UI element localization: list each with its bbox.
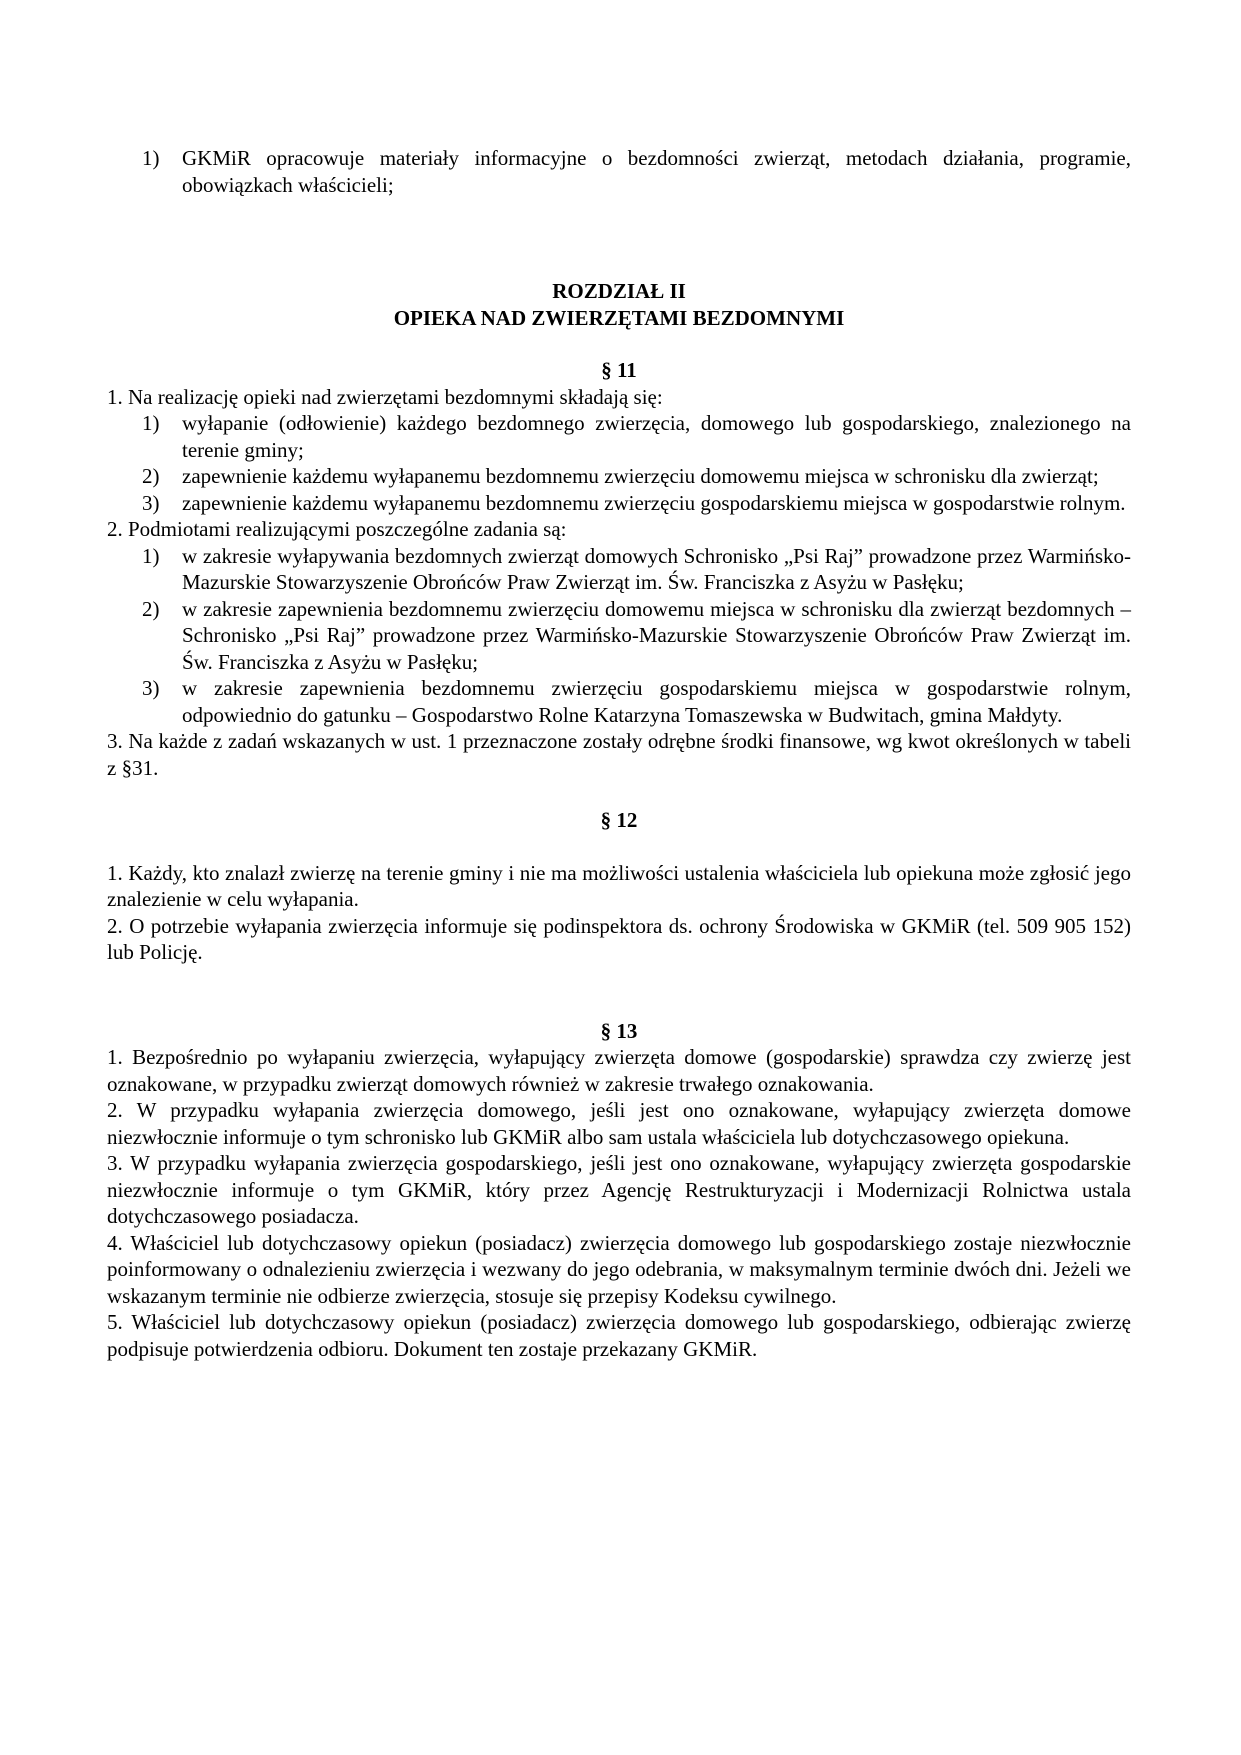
list-number: 2) [142, 596, 160, 621]
section-11-paragraph-2: 2. Podmiotami realizującymi poszczególne zadania są: [107, 517, 567, 541]
list-item [107, 543, 1131, 596]
section-11-title: § 11 [601, 358, 637, 382]
section-11-paragraph-3: 3. Na każde z zadań wskazanych w ust. 1 przeznaczone zostały odrębne środki finansowe, wg kwot określonych w tabeli z §31. [107, 729, 1131, 780]
list-item [107, 145, 1131, 198]
list-number: 1) [142, 146, 160, 170]
list-number: 3) [142, 490, 160, 515]
list-text: GKMiR opracowuje materiały informacyjne o bezdomności zwierząt, metodach działania, programie, obowiązkach właścicieli; [182, 146, 1131, 197]
list-item [107, 490, 1131, 517]
section-13-paragraph-4: 4. Właściciel lub dotychczasowy opiekun (posiadacz) zwierzęcia domowego lub gospodarskiego zostaje niezwłocznie poinformowany o odnalezieniu zwierzęcia i wezwany do jego odebrania, w maksymalnym terminie dwóch dni. Jeżeli we wskazanym terminie nie odbierze zwierzęcia, stosuje się przepisy Kodeksu cywilnego. [107, 1230, 1131, 1308]
list-text: zapewnienie każdemu wyłapanemu bezdomnemu zwierzęciu gospodarskiemu miejsca w gospodarstwie rolnym. [182, 490, 1126, 515]
chapter-subtitle: OPIEKA NAD ZWIERZĘTAMI BEZDOMNYMI [393, 305, 845, 330]
list-number: 2) [142, 464, 160, 488]
section-12-title: § 12 [600, 808, 638, 832]
list-number: 1) [142, 543, 160, 568]
section-13-paragraph-1: 1. Bezpośrednio po wyłapaniu zwierzęcia, wyłapujący zwierzęta domowe (gospodarskie) sprawdza czy zwierzę jest oznakowane, w przypadku zwierząt domowych również w zakresie trwałego oznakowania. [107, 1045, 1131, 1096]
section-13-paragraph-2: 2. W przypadku wyłapania zwierzęcia domowego, jeśli jest ono oznakowane, wyłapujący zwierzęta domowe niezwłocznie informuje o tym schronisko lub GKMiR albo sam ustala właściciela lub dotychczasowego opiekuna. [107, 1098, 1131, 1149]
list-number: 3) [142, 676, 160, 700]
list-text: zapewnienie każdemu wyłapanemu bezdomnemu zwierzęciu domowemu miejsca w schronisku dla zwierząt; [182, 464, 1099, 488]
list-text: w zakresie zapewnienia bezdomnemu zwierzęciu gospodarskiemu miejsca w gospodarstwie rolnym, odpowiednio do gatunku – Gospodarstwo Rolne Katarzyna Tomaszewska w Budwitach, gmina Małdyty. [182, 676, 1131, 727]
section-12-paragraph-2: 2. O potrzebie wyłapania zwierzęcia informuje się podinspektora ds. ochrony Środowiska w GKMiR (tel. 509 905 152) lub Policję. [107, 913, 1131, 964]
section-11-paragraph-1: 1. Na realizację opieki nad zwierzętami bezdomnymi składają się: [107, 384, 663, 409]
list-item [107, 596, 1131, 676]
list-item [107, 463, 1131, 490]
section-13-title: § 13 [600, 1018, 638, 1043]
list-text: w zakresie zapewnienia bezdomnemu zwierzęciu domowemu miejsca w schronisku dla zwierząt bezdomnych – Schronisko „Psi Raj” prowadzone przez Warmińsko-Mazurskie Stowarzyszenie Obrońców Praw Zwierząt im. Św. Franciszka z Asyżu w Pasłęku; [182, 596, 1131, 674]
section-13-paragraph-5: 5. Właściciel lub dotychczasowy opiekun (posiadacz) zwierzęcia domowego lub gospodarskiego, odbierając zwierzę podpisuje potwierdzenia odbioru. Dokument ten zostaje przekazany GKMiR. [107, 1310, 1131, 1361]
list-item [107, 410, 1131, 463]
list-text: w zakresie wyłapywania bezdomnych zwierząt domowych Schronisko „Psi Raj” prowadzone przez Warmińsko-Mazurskie Stowarzyszenie Obrońców Praw Zwierząt im. Św. Franciszka z Asyżu w Pasłęku; [182, 543, 1131, 594]
list-number: 1) [142, 411, 160, 435]
section-13-paragraph-3: 3. W przypadku wyłapania zwierzęcia gospodarskiego, jeśli jest ono oznakowane, wyłapujący zwierzęta gospodarskie niezwłocznie informuje o tym GKMiR, który przez Agencję Restrukturyzacji i Modernizacji Rolnictwa ustala dotychczasowego posiadacza. [107, 1151, 1131, 1228]
chapter-title: ROZDZIAŁ II [552, 279, 686, 303]
list-item [107, 675, 1131, 728]
section-12-paragraph-1: 1. Każdy, kto znalazł zwierzę na terenie gminy i nie ma możliwości ustalenia właściciela lub opiekuna może zgłosić jego znalezienie w celu wyłapania. [107, 860, 1131, 911]
list-text: wyłapanie (odłowienie) każdego bezdomnego zwierzęcia, domowego lub gospodarskiego, znalezionego na terenie gminy; [182, 411, 1131, 462]
document-content [107, 145, 1131, 1362]
